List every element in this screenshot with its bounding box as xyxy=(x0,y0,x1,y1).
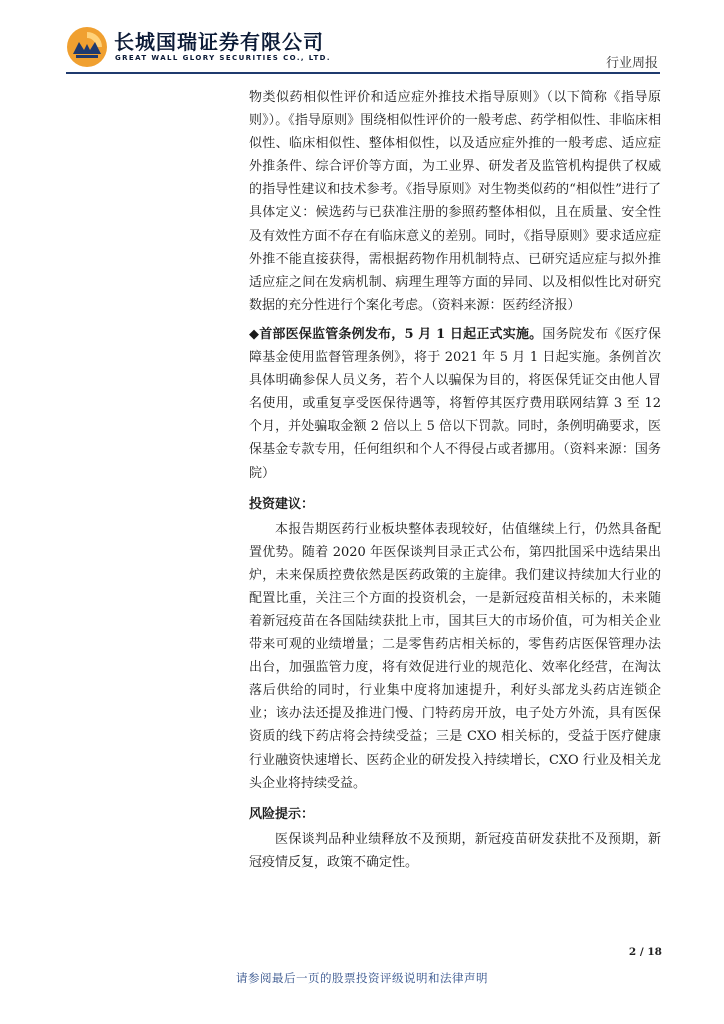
risk-warning-body: 医保谈判品种业绩释放不及预期，新冠疫苗研发获批不及预期，新冠疫情反复，政策不确定性。 xyxy=(249,831,661,870)
paragraph-guideline: 物类似药相似性评价和适应症外推技术指导原则》（以下简称《指导原则》）。《指导原则》围绕相似性评价的一般考虑、药学相似性、非临床相似性、临床相似性、整体相似性，以及适应症外推的一般考虑、适应症外推条件、综合评价等方面，为工业界、研发者及监管机构提供了权威的指导性建议和技术参考。《指导原则》对生物类似药的“相似性”进行了具体定义：候选药与已获准注册的参照药整体相似，且在质量、安全性及有效性方面不存在有临床意义的差别。同时，《指导原则》要求适应症外推不能直接获得，需根据药物作用机制特点、已研究适应症与拟外推适应症之间在发病机制、病理生理等方面的异同、以及相似性比对研究数据的充分性进行个案化考虑。（资料来源：医药经济报） xyxy=(249,90,661,313)
company-logo-icon xyxy=(66,26,108,68)
report-body xyxy=(249,86,661,874)
risk-warning-heading: 风险提示： xyxy=(249,806,315,822)
footer-disclaimer: 请参阅最后一页的股票投资评级说明和法律声明 xyxy=(236,971,488,985)
regulation-body: 国务院发布《医疗保障基金使用监督管理条例》，将于 2021 年 5 月 1 日起实施。条例首次具体明确参保人员义务，若个人以骗保为目的，将医保凭证交由他人冒名使用，或重复享受医保待遇等，将暂停其医疗费用联网结算 3 至 12 个月，并处骗取金额 2 倍以上 5 倍以下罚款。同时，条例明确要求，医保基金专款专用，任何组织和个人不得侵占或者挪用。（资料来源：国务院） xyxy=(249,326,661,481)
regulation-headline: ◆首部医保监管条例发布，5 月 1 日起正式实施。 xyxy=(249,326,543,342)
investment-advice-heading: 投资建议： xyxy=(249,496,315,512)
page-number: 2 / 18 xyxy=(628,946,662,958)
brand-name-cn: 长城国瑞证券有限公司 xyxy=(114,30,324,54)
brand-name-en: GREAT WALL GLORY SECURITIES CO., LTD. xyxy=(115,54,331,62)
page-header xyxy=(0,0,724,80)
header-divider xyxy=(66,72,660,74)
report-type-label: 行业周报 xyxy=(605,56,658,71)
investment-advice-body: 本报告期医药行业板块整体表现较好，估值继续上行，仍然具备配置优势。随着 2020 年医保谈判目录正式公布，第四批国采中选结果出炉，未来保质控费依然是医药政策的主旋律。我们建议持续加大行业的配置比重，关注三个方面的投资机会，一是新冠疫苗相关标的，未来随着新冠疫苗在各国陆续获批上市，国其巨大的市场价值，可为相关企业带来可观的业绩增量；二是零售药店相关标的，零售药店医保管理办法出台，加强监管力度，将有效促进行业的规范化、效率化经营，在淘汰落后供给的同时，行业集中度将加速提升，利好头部龙头药店连锁企业；该办法还提及推进门慢、门特药房开放，电子处方外流，具有医保资质的线下药店将会持续受益；三是 CXO 相关标的，受益于医疗健康行业融资快速增长、医药企业的研发投入持续增长，CXO 行业及相关龙头企业将持续受益。 xyxy=(249,521,661,791)
paragraph-regulation xyxy=(249,323,661,485)
